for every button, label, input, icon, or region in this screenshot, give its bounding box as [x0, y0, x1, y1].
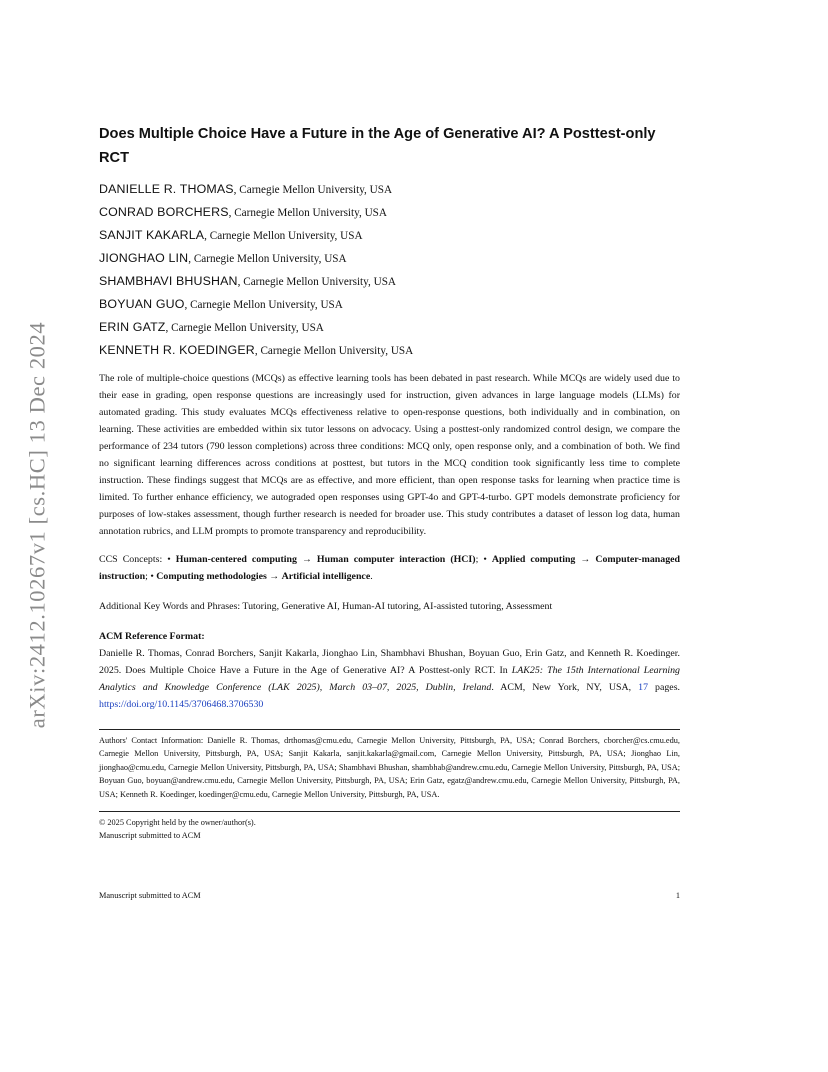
reference-format-heading: ACM Reference Format: — [99, 631, 205, 642]
footer-manuscript-note: Manuscript submitted to ACM — [99, 891, 201, 900]
author-name: BOYUAN GUO — [99, 297, 185, 311]
author-entry: SHAMBHAVI BHUSHAN, Carnegie Mellon University, USA — [99, 274, 397, 288]
author-name: KENNETH R. KOEDINGER — [99, 343, 255, 357]
author-name: CONRAD BORCHERS — [99, 205, 229, 219]
author-entry: ERIN GATZ, Carnegie Mellon University, USA — [99, 320, 324, 334]
page-count-link[interactable]: 17 — [638, 682, 649, 693]
author-affiliation: Carnegie Mellon University, USA — [190, 299, 343, 311]
arxiv-stamp — [20, 290, 54, 760]
venue: LAK25: The 15th International Learning Analytics and Knowledge Conference (LAK 2025), March 03–07, 2025, Dublin, Ireland — [99, 665, 680, 693]
page-number: 1 — [675, 891, 680, 900]
author-affiliation: Carnegie Mellon University, USA — [239, 184, 393, 196]
page-footer — [99, 891, 680, 900]
abstract: The role of multiple-choice questions (MCQs) as effective learning tools has been debated in past research. While MCQs are widely used due to their ease in grading, open response questions are increasingly used for instruction, given advances in large language models (LLMs) for automated grading. This study evaluates MCQs effectiveness relative to open-response questions, both individually and in combination, on learning. These activities are embedded within six tutor lessons on advocacy. Using a posttest-only randomized control design, we compare the performance of 234 tutors (790 lesson completions) across three conditions: MCQ only, open response only, and a combination of both. We find no significant learning differences across conditions at posttest, but tutors in the MCQ condition took significantly less time to complete instruction. These findings suggest that MCQs are as effective, and more efficient, than open response tasks for learning when practice time is limited. To further enhance efficiency, we autograded open responses using GPT-4o and GPT-4-turbo. GPT models demonstrate proficiency for purposes of low-stakes assessment, though further research is needed for broader use. This study contributes a dataset of lesson log data, human annotation rubrics, and LLM prompts to promote transparency and reproducibility. — [99, 373, 680, 537]
reference-format-text: Danielle R. Thomas, Conrad Borchers, Sanjit Kakarla, Jionghao Lin, Shambhavi Bhushan, Boyuan Guo, Erin Gatz, and Kenneth R. Koedinger. 2025. Does Multiple Choice Have a Future in the Age of Generative AI? A Posttest-only RCT. In LAK25: The 15th International Learning Analytics and Knowledge Conference (LAK 2025), March 03–07, 2025, Dublin, Ireland. ACM, New York, NY, USA, 17 pages. https://doi.org/10.1145/3706468.3706530 — [99, 648, 681, 710]
arxiv-identifier: arXiv:2412.10267v1 [cs.HC] 13 Dec 2024 — [24, 321, 49, 729]
divider — [99, 729, 680, 730]
author-name: JIONGHAO LIN — [99, 251, 189, 265]
doi-link[interactable]: https://doi.org/10.1145/3706468.3706530 — [99, 699, 264, 710]
paper-title: Does Multiple Choice Have a Future in the Age of Generative AI? A Posttest-only RCT — [99, 126, 656, 166]
author-name: SANJIT KAKARLA — [99, 228, 205, 242]
keywords: Additional Key Words and Phrases: Tutoring, Generative AI, Human-AI tutoring, AI-assisted tutoring, Assessment — [99, 601, 553, 612]
author-affiliation: Carnegie Mellon University, USA — [193, 253, 347, 265]
author-entry: CONRAD BORCHERS, Carnegie Mellon University, USA — [99, 205, 387, 219]
author-entry: BOYUAN GUO, Carnegie Mellon University, USA — [99, 297, 343, 311]
author-contact-information: Authors' Contact Information: Danielle R. Thomas, drthomas@cmu.edu, Carnegie Mellon University, Pittsburgh, PA, USA; Conrad Borchers, cborcher@cs.cmu.edu, Carnegie Mellon University, Pittsburgh, PA, USA; Sanjit Kakarla, sanjit.kakarla@gmail.com, Carnegie Mellon University, Pittsburgh, PA, USA; Jionghao Lin, jionghao@cmu.edu, Carnegie Mellon University, Pittsburgh, PA, USA; Shambhavi Bhushan, shambhab@andrew.cmu.edu, Carnegie Mellon University, Pittsburgh, PA, USA; Boyuan Guo, boyuan@andrew.cmu.edu, Carnegie Mellon University, Pittsburgh, PA, USA; Erin Gatz, egatz@andrew.cmu.edu, Carnegie Mellon University, Pittsburgh, PA, USA; Kenneth R. Koedinger, koedinger@cmu.edu, Carnegie Mellon University, Pittsburgh, PA, USA. — [99, 736, 680, 799]
author-name: ERIN GATZ — [99, 320, 166, 334]
author-affiliation: Carnegie Mellon University, USA — [243, 276, 397, 288]
author-list — [99, 178, 680, 362]
author-entry: SANJIT KAKARLA, Carnegie Mellon University, USA — [99, 228, 363, 242]
ccs-concepts: CCS Concepts: • Human-centered computing → Human computer interaction (HCI); • Applied computing → Computer-managed instruction; • Computing methodologies → Artificial intelligence. — [99, 554, 681, 582]
divider — [99, 811, 680, 812]
author-entry: KENNETH R. KOEDINGER, Carnegie Mellon University, USA — [99, 343, 414, 357]
author-name: DANIELLE R. THOMAS — [99, 182, 234, 196]
author-affiliation: Carnegie Mellon University, USA — [234, 207, 387, 219]
author-entry: DANIELLE R. THOMAS, Carnegie Mellon University, USA — [99, 182, 393, 196]
copyright-notice: © 2025 Copyright held by the owner/author(s). Manuscript submitted to ACM — [99, 818, 256, 841]
author-affiliation: Carnegie Mellon University, USA — [171, 322, 324, 334]
author-name: SHAMBHAVI BHUSHAN — [99, 274, 238, 288]
author-affiliation: Carnegie Mellon University, USA — [260, 345, 414, 357]
author-affiliation: Carnegie Mellon University, USA — [209, 230, 363, 242]
paper-first-page — [99, 122, 680, 843]
author-entry: JIONGHAO LIN, Carnegie Mellon University, USA — [99, 251, 347, 265]
